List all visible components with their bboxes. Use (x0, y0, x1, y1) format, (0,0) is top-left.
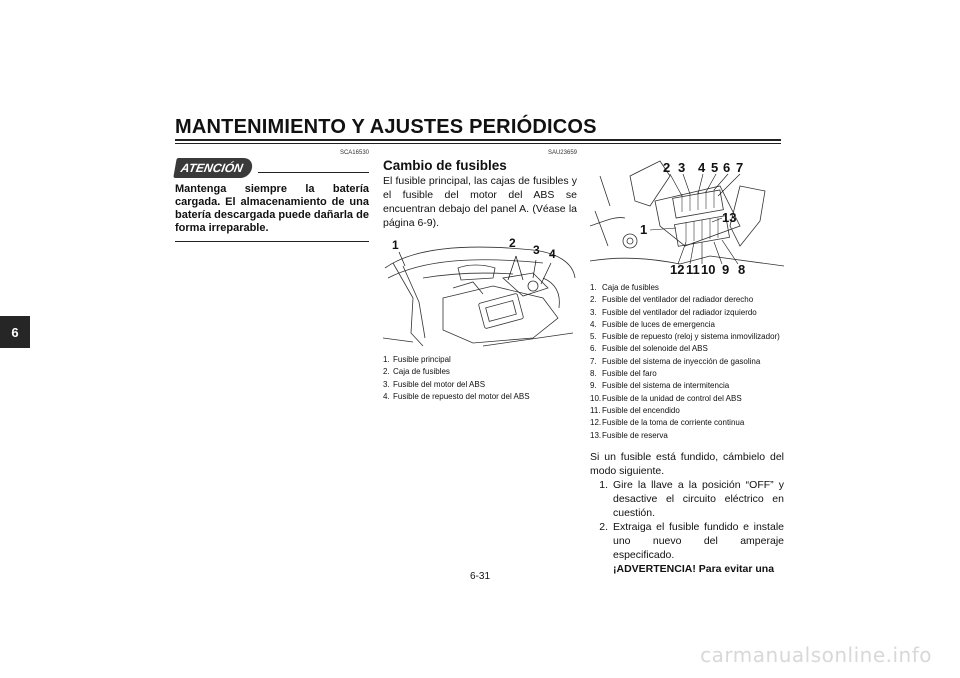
column-left (175, 150, 369, 242)
legend-item: 11. Fusible del encendido (590, 405, 680, 415)
notice-rule (258, 172, 369, 173)
callout-2: 2 (663, 160, 671, 175)
procedure-intro: Si un fusible está fundido, cámbielo del modo siguiente. (590, 450, 784, 477)
legend-item: 5. Fusible de repuesto (reloj y sistema inmovilizador) (590, 332, 780, 342)
legend-item: 3. Fusible del ventilador del radiador izquierdo (590, 307, 757, 317)
callout-7: 7 (736, 160, 744, 175)
callout-6: 6 (723, 160, 731, 175)
intro-paragraph: El fusible principal, las cajas de fusibles y el fusible del motor del ABS se encuentran debajo del panel A. (Véase la página 6-9). (383, 175, 577, 229)
legend-item: 2. Caja de fusibles (383, 367, 450, 377)
notice-badge: ATENCIÓN (173, 158, 253, 178)
callout-1: 1 (640, 222, 648, 237)
page-number: 6-31 (469, 571, 490, 582)
title-rule (175, 139, 781, 141)
legend-item: 9. Fusible del sistema de intermitencia (590, 381, 730, 391)
notice-end-rule (175, 241, 369, 242)
callout-8: 8 (738, 262, 746, 277)
section-heading: Cambio de fusibles (383, 158, 507, 173)
legend-item: 3. Fusible del motor del ABS (383, 379, 486, 389)
legend-item: 6. Fusible del solenoide del ABS (590, 344, 708, 354)
callout-11: 11 (686, 262, 700, 277)
legend-item: 10. Fusible de la unidad de control del ABS (590, 393, 742, 403)
callout-10: 10 (701, 262, 716, 277)
legend-item: 2. Fusible del ventilador del radiador derecho (590, 295, 754, 305)
watermark: carmanualsonline.info (700, 643, 932, 667)
page-title: MANTENIMIENTO Y AJUSTES PERIÓDICOS (175, 116, 597, 138)
legend-item: 7. Fusible del sistema de inyección de gasolina (590, 356, 761, 366)
legend-item: 1. Caja de fusibles (590, 283, 659, 292)
legend-item: 12. Fusible de la toma de corriente continua (590, 418, 745, 428)
legend-item: 1. Fusible principal (383, 355, 451, 364)
callout-3: 3 (678, 160, 686, 175)
fuse-location-illustration (383, 238, 577, 348)
legend-item: 13. Fusible de reserva (590, 430, 668, 440)
callout-4: 4 (549, 247, 556, 261)
chapter-tab[interactable]: 6 (0, 316, 30, 348)
legend-item: 4. Fusible de repuesto del motor del ABS (383, 391, 530, 401)
procedure-step: 1. Gire la llave a la posición “OFF” y desactive el circuito eléctrico en cuestión. (599, 478, 784, 519)
reference-code: SCA16530 (339, 150, 369, 156)
column-right (590, 156, 784, 576)
callout-4: 4 (698, 160, 706, 175)
figure-legend (383, 354, 577, 403)
fuse-box-illustration (590, 156, 784, 278)
figure-fuse-location (383, 238, 577, 348)
callout-3: 3 (533, 243, 540, 257)
figure-legend (590, 282, 784, 442)
callout-12: 12 (670, 262, 685, 277)
figure-fuse-box (590, 156, 784, 278)
callout-13: 13 (722, 210, 737, 225)
procedure-step: 2. Extraiga el fusible fundido e instale uno nuevo del amperaje especificado. (599, 520, 784, 561)
callout-1: 1 (392, 238, 399, 252)
reference-code: SAU23659 (547, 150, 577, 156)
notice-text: Mantenga siempre la batería cargada. El almacenamiento de una batería descargada puede dañarla de forma irreparable. (175, 183, 369, 234)
callout-5: 5 (711, 160, 719, 175)
warning-fragment: ¡ADVERTENCIA! Para evitar una (613, 562, 775, 575)
legend-item: 4. Fusible de luces de emergencia (590, 319, 715, 329)
callout-9: 9 (722, 262, 730, 277)
legend-item: 8. Fusible del faro (590, 369, 657, 379)
column-middle (383, 150, 577, 403)
notice-header (175, 158, 369, 178)
callout-2: 2 (509, 236, 516, 250)
title-rule-thin (175, 143, 781, 144)
